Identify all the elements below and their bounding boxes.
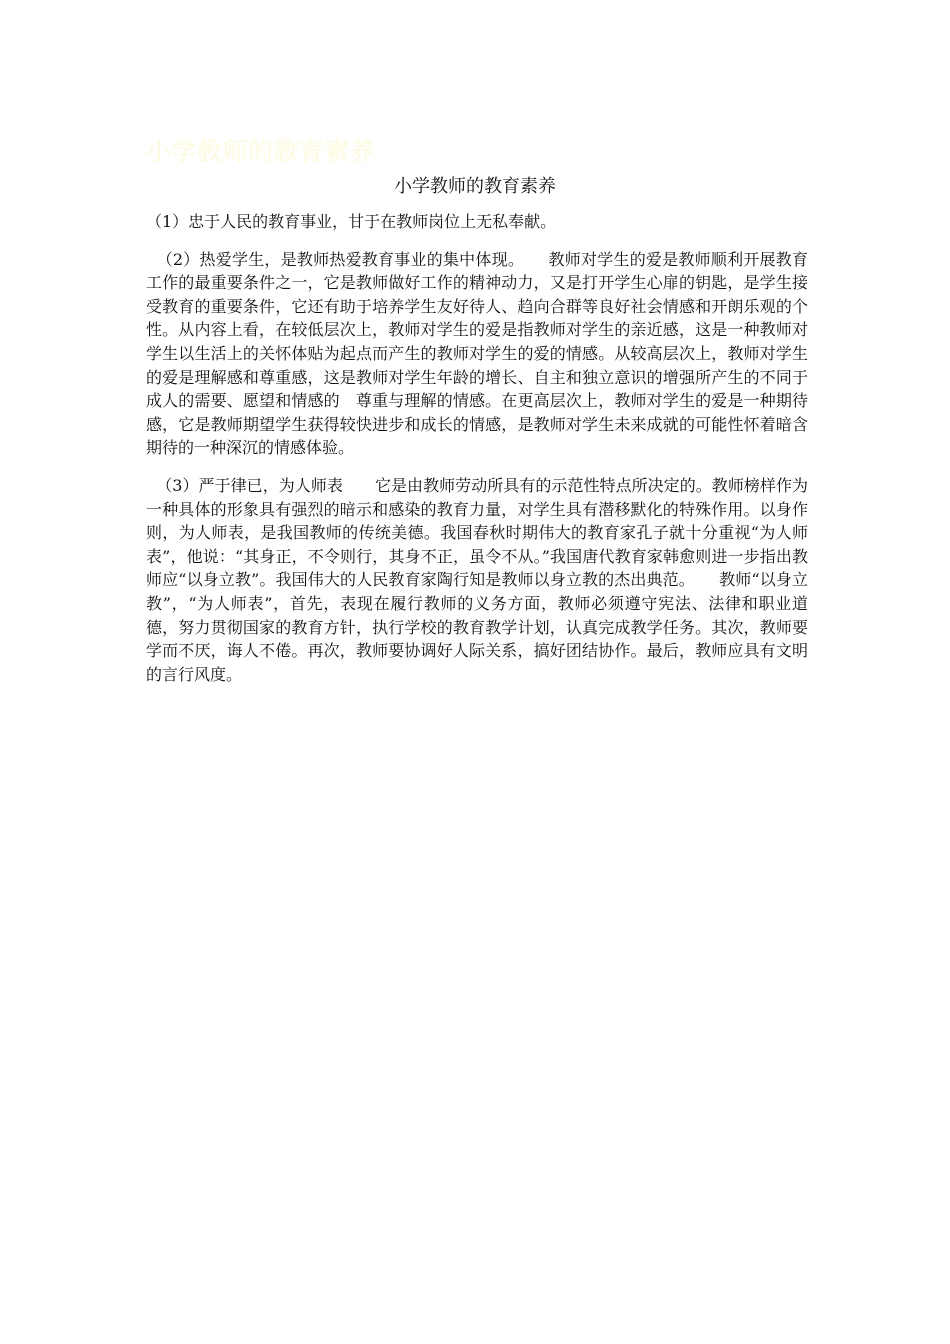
- document-title: 小学教师的教育素养: [394, 176, 556, 197]
- paragraph-1: （1）忠于人民的教育事业，甘于在教师岗位上无私奉献。: [146, 212, 557, 231]
- paragraph-3: （3）严于律已，为人师表 它是由教师劳动所具有的示范性特点所决定的。教师榜样作为一种具体的形象具有强烈的暗示和感染的教育力量，对学生具有潜移默化的特殊作用。以身作则，为人师表，是我国教师的传统美德。我国春秋时期伟大的教育家孔子就十分重视“为人师表”，他说：“其身正，不令则行，其身不正，虽令不从。”我国唐代教育家韩愈则进一步指出教师应“以身立教”。我国伟大的人民教育家陶行知是教师以身立教的杰出典范。 教师“以身立教”，“为人师表”，首先，表现在履行教师的义务方面，教师必须遵守宪法、法律和职业道德，努力贯彻国家的教育方针，执行学校的教育教学计划，认真完成教学任务。其次，教师要学而不厌，诲人不倦。再次，教师要协调好人际关系，搞好团结协作。最后，教师应具有文明的言行风度。: [146, 475, 808, 684]
- watermark-title: 小学教师的教育素养: [146, 137, 376, 166]
- document-body: [146, 210, 808, 700]
- paragraph-2: （2）热爱学生，是教师热爱教育事业的集中体现。 教师对学生的爱是教师顺利开展教育工作的最重要条件之一，它是教师做好工作的精神动力，又是打开学生心扉的钥匙，是学生接受教育的重要条件，它还有助于培养学生友好待人、趋向合群等良好社会情感和开朗乐观的个性。从内容上看，在较低层次上，教师对学生的爱是指教师对学生的亲近感，这是一种教师对学生以生活上的关怀体贴为起点而产生的教师对学生的爱的情感。从较高层次上，教师对学生的爱是理解感和尊重感，这是教师对学生年龄的增长、自主和独立意识的增强所产生的不同于成人的需要、愿望和情感的 尊重与理解的情感。在更高层次上，教师对学生的爱是一种期待感，它是教师期望学生获得较快进步和成长的情感，是教师对学生未来成就的可能性怀着暗含期待的一种深沉的情感体验。: [146, 249, 809, 458]
